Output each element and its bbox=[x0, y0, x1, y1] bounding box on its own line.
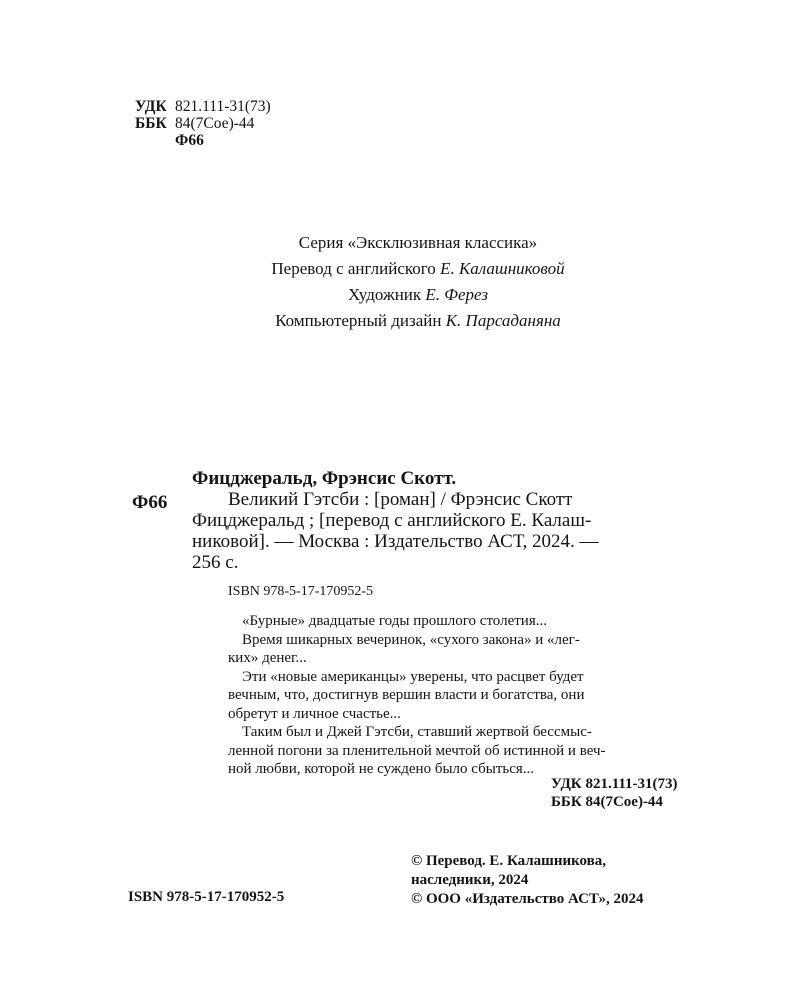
udk-row bbox=[135, 98, 271, 115]
copyright-line-3: © ООО «Издательство АСТ», 2024 bbox=[411, 891, 644, 907]
classification-codes bbox=[135, 98, 271, 149]
description-line-1: Великий Гэтсби : [роман] / Фрэнсис Скотт bbox=[228, 489, 573, 510]
author-heading: Фицджеральд, Фрэнсис Скотт. bbox=[192, 468, 457, 489]
annotation-line: вечным, что, достигнув вершин власти и богатства, они bbox=[228, 687, 585, 703]
bbk-row bbox=[135, 115, 271, 132]
annotation-line: ленной погони за пленительной мечтой об истинной и веч- bbox=[228, 742, 606, 759]
udk-value: 821.111-31(73) bbox=[175, 98, 271, 115]
annotation-line: ких» денег... bbox=[228, 650, 307, 666]
bbk-value: 84(7Сое)-44 bbox=[175, 115, 255, 132]
annotation-paragraph bbox=[228, 631, 700, 668]
translation-line bbox=[0, 256, 800, 282]
copyright-block bbox=[411, 852, 644, 909]
author-sign: Ф66 bbox=[175, 132, 204, 149]
artist-prefix: Художник bbox=[348, 285, 426, 304]
bottom-udk: УДК 821.111-31(73) bbox=[551, 776, 678, 792]
design-line bbox=[0, 308, 800, 334]
translator-name: Е. Калашниковой bbox=[440, 259, 565, 278]
catalog-sign: Ф66 bbox=[132, 492, 168, 513]
bottom-bbk: ББК 84(7Сое)-44 bbox=[551, 794, 663, 810]
artist-line bbox=[0, 282, 800, 308]
annotation-line: «Бурные» двадцатые годы прошлого столетия... bbox=[242, 613, 547, 629]
bottom-codes bbox=[551, 775, 678, 811]
annotation bbox=[228, 612, 700, 779]
annotation-line: Таким был и Джей Гэтсби, ставший жертвой бессмыс- bbox=[242, 724, 592, 740]
credits-block bbox=[0, 230, 800, 334]
annotation-line: Эти «новые американцы» уверены, что расцвет будет bbox=[242, 668, 584, 685]
series-line: Серия «Эксклюзивная классика» bbox=[298, 233, 538, 252]
isbn-line: ISBN 978-5-17-170952-5 bbox=[228, 584, 374, 599]
designer-name: К. Парсаданяна bbox=[445, 311, 561, 330]
bbk-label: ББК bbox=[135, 115, 167, 132]
udk-label: УДК bbox=[135, 98, 167, 115]
annotation-paragraph bbox=[228, 612, 700, 631]
annotation-line: обретут и личное счастье... bbox=[228, 705, 401, 722]
artist-name: Е. Ферез bbox=[425, 285, 488, 304]
annotation-line: Время шикарных вечеринок, «сухого закона» и «лег- bbox=[242, 631, 580, 648]
isbn-bottom: ISBN 978-5-17-170952-5 bbox=[128, 889, 285, 905]
description-line-2: Фицджеральд ; [перевод с английского Е. Калаш- bbox=[192, 510, 592, 531]
annotation-paragraph bbox=[228, 668, 700, 724]
design-prefix: Компьютерный дизайн bbox=[275, 311, 446, 330]
description-line-4: 256 с. bbox=[192, 552, 239, 573]
copyright-line-2: наследники, 2024 bbox=[411, 872, 529, 888]
copyright-line-1: © Перевод. Е. Калашникова, bbox=[411, 853, 607, 869]
translation-prefix: Перевод с английского bbox=[271, 259, 441, 278]
annotation-paragraph bbox=[228, 723, 700, 779]
description-line-3: никовой]. — Москва : Издательство АСТ, 2024. — bbox=[192, 531, 599, 552]
annotation-line: ной любви, которой не суждено было сбыться... bbox=[228, 761, 535, 777]
catalog-entry bbox=[192, 468, 704, 573]
